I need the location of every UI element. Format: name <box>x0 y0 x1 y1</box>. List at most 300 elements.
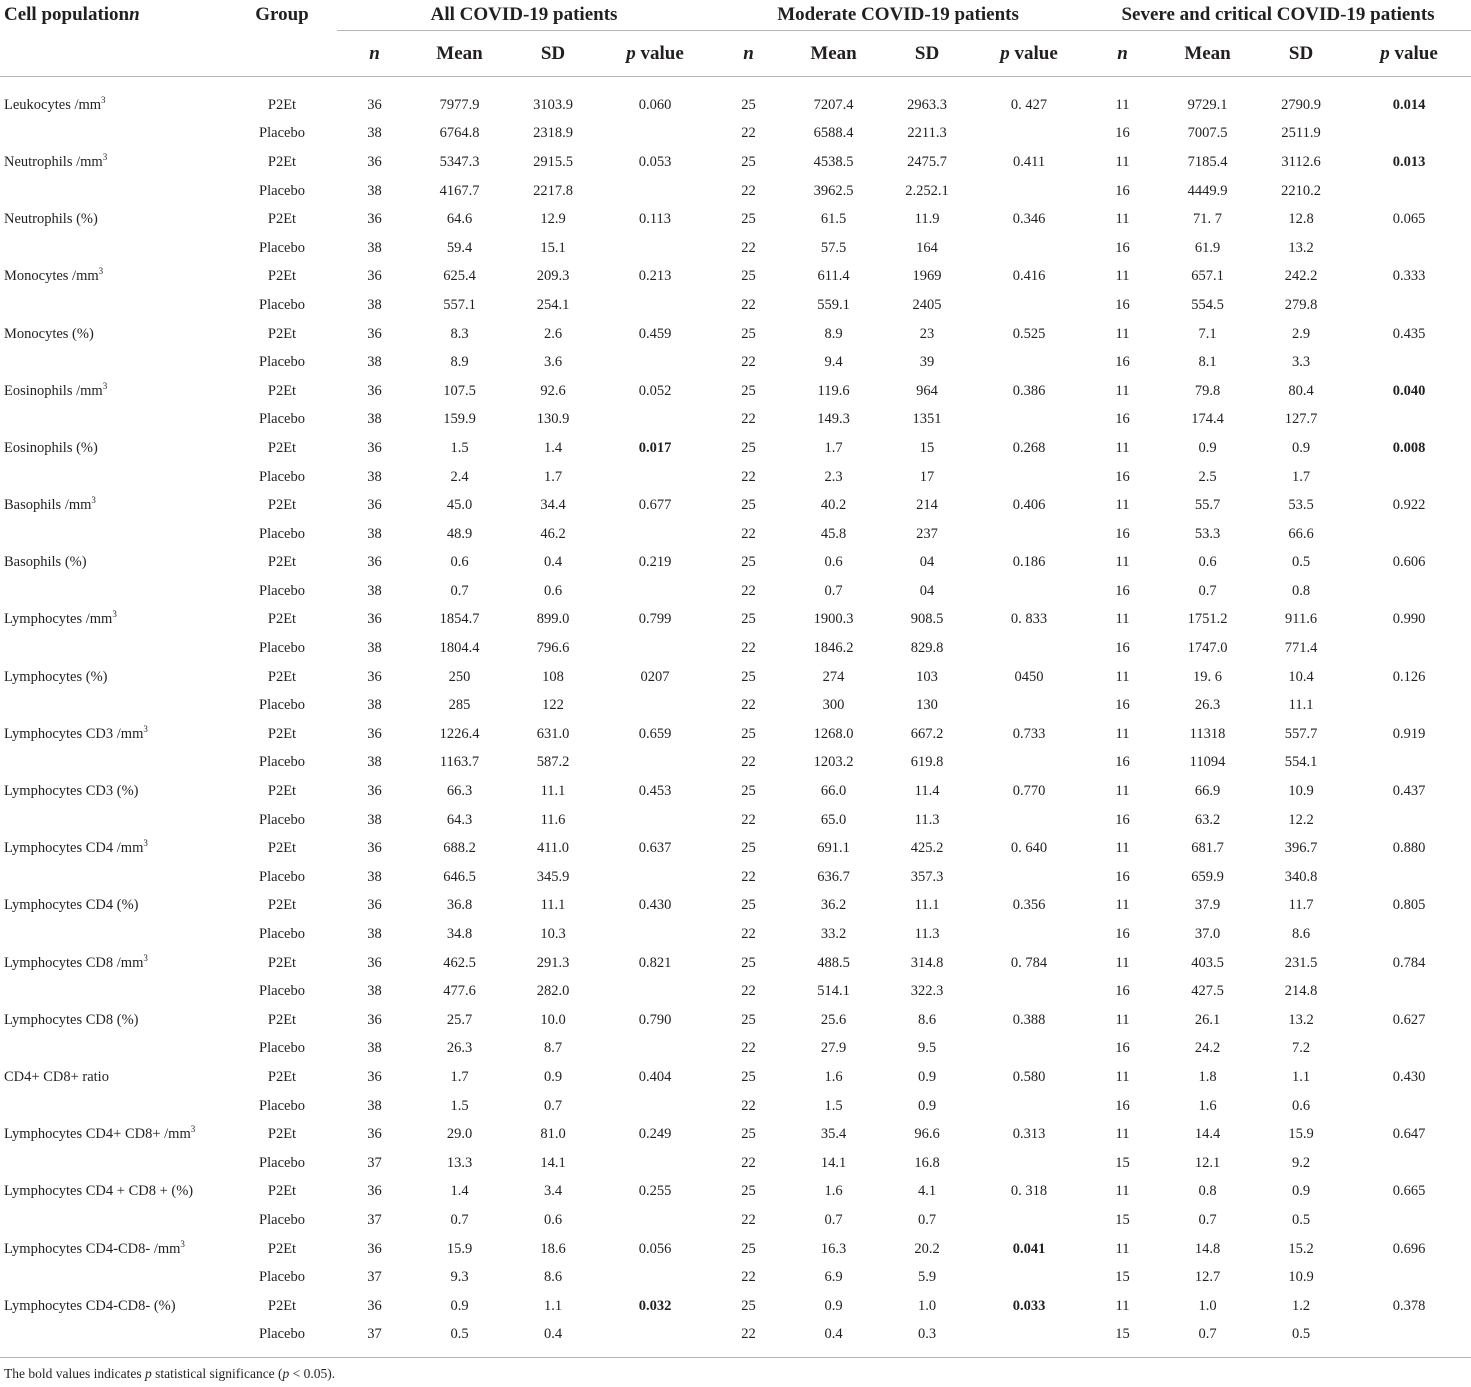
sd-cell: 53.5 <box>1288 497 1314 514</box>
mean-cell: 0.8 <box>1198 1183 1217 1200</box>
mean-cell: 285 <box>448 697 471 714</box>
sd-cell: 15.9 <box>1288 1126 1314 1143</box>
sd-cell: 771.4 <box>1284 640 1318 657</box>
p-value-cell: 0.219 <box>638 554 672 571</box>
p-value-cell <box>599 520 711 549</box>
sd-cell: 11.1 <box>914 897 940 914</box>
n-cell: 11 <box>1115 725 1130 742</box>
mean-cell: 1.5 <box>450 439 469 456</box>
n-cell: 38 <box>367 354 382 371</box>
sd-cell: 10.0 <box>540 1011 566 1028</box>
mean-cell: 6.9 <box>824 1269 843 1286</box>
sd-cell: 11.4 <box>914 783 940 800</box>
p-value-cell: 0.268 <box>1012 439 1046 456</box>
p-value-cell <box>1347 863 1471 892</box>
mean-cell: 12.7 <box>1194 1269 1221 1286</box>
p-value-cell: 0.313 <box>1012 1126 1046 1143</box>
mean-cell: 1900.3 <box>813 611 854 628</box>
table-row <box>0 406 1471 435</box>
p-value-cell <box>973 1092 1085 1121</box>
subheader-sd: SD <box>881 31 973 77</box>
footnote-divider <box>0 1357 1471 1358</box>
subheader-mean: Mean <box>786 31 881 77</box>
n-cell: 38 <box>367 411 382 428</box>
table-row <box>0 949 1471 978</box>
n-cell: 36 <box>367 325 382 342</box>
sd-cell: 899.0 <box>536 611 570 628</box>
p-value-cell <box>1347 1321 1471 1350</box>
n-cell: 11 <box>1115 211 1130 228</box>
p-value-cell <box>973 406 1085 435</box>
table-row <box>0 749 1471 778</box>
n-cell: 11 <box>1115 554 1130 571</box>
n-cell: 11 <box>1115 954 1130 971</box>
p-value-cell <box>599 177 711 206</box>
sd-cell: 282.0 <box>536 983 570 1000</box>
mean-cell: 61.5 <box>820 211 847 228</box>
mean-cell: 66.3 <box>446 783 473 800</box>
mean-cell: 3962.5 <box>813 182 854 199</box>
n-cell: 22 <box>741 640 756 657</box>
table-row <box>0 1149 1471 1178</box>
sd-cell: 587.2 <box>536 754 570 771</box>
sd-cell: 242.2 <box>1284 268 1318 285</box>
mean-cell: 659.9 <box>1191 868 1224 885</box>
mean-cell: 554.5 <box>1191 296 1224 313</box>
n-cell: 22 <box>741 754 756 771</box>
mean-cell: 1854.7 <box>439 611 480 628</box>
p-value-cell: 0.013 <box>1392 153 1426 170</box>
p-value-cell: 0.416 <box>1012 268 1046 285</box>
n-cell: 25 <box>741 1240 756 1257</box>
table-row <box>0 1206 1471 1235</box>
p-value-cell: 0.647 <box>1392 1126 1426 1143</box>
subheader-sd: SD <box>1255 31 1347 77</box>
p-value-cell: 0.406 <box>1012 497 1046 514</box>
mean-cell: 1.5 <box>824 1097 843 1114</box>
n-cell: 38 <box>367 239 382 256</box>
header-cell-population: Cell populationn <box>4 4 140 26</box>
table-row <box>0 491 1471 520</box>
subheader-n: n <box>1085 31 1160 77</box>
n-cell: 25 <box>741 439 756 456</box>
sd-cell: 0.5 <box>1291 1326 1311 1343</box>
cell-population-label: Lymphocytes CD8 $/mm^3$ <box>4 952 148 971</box>
n-cell: 36 <box>367 1126 382 1143</box>
n-cell: 11 <box>1115 1240 1130 1257</box>
sd-cell: 15.1 <box>540 239 566 256</box>
n-cell: 36 <box>367 1011 382 1028</box>
mean-cell: 1.5 <box>450 1097 469 1114</box>
mean-cell: 4449.9 <box>1187 182 1228 199</box>
n-cell: 36 <box>367 1240 382 1257</box>
mean-cell: 7007.5 <box>1187 125 1228 142</box>
n-cell: 11 <box>1115 497 1130 514</box>
sd-cell: 1.4 <box>543 439 563 456</box>
p-value-cell: 0.799 <box>638 611 672 628</box>
cell-population-label: Lymphocytes CD4 (%) <box>4 897 139 914</box>
p-value-cell: 0.386 <box>1012 382 1046 399</box>
n-cell: 22 <box>741 125 756 142</box>
mean-cell: 33.2 <box>820 926 847 943</box>
group-cell: P2Et <box>267 611 297 628</box>
n-cell: 16 <box>1115 926 1130 943</box>
n-cell: 38 <box>367 468 382 485</box>
n-cell: 15 <box>1115 1326 1130 1343</box>
n-cell: 25 <box>741 153 756 170</box>
cell-population-label: Eosinophils $/mm^3$ <box>4 380 108 399</box>
n-cell: 38 <box>367 296 382 313</box>
n-cell: 11 <box>1115 1068 1130 1085</box>
n-cell: 11 <box>1115 783 1130 800</box>
sd-cell: 0.6 <box>1291 1097 1311 1114</box>
mean-cell: 1.6 <box>824 1183 843 1200</box>
mean-cell: 59.4 <box>446 239 473 256</box>
p-value-cell: 0.580 <box>1012 1068 1046 1085</box>
sd-cell: 2210.2 <box>1281 182 1321 199</box>
n-cell: 16 <box>1115 754 1130 771</box>
sd-cell: 10.3 <box>540 926 566 943</box>
mean-cell: 79.8 <box>1194 382 1221 399</box>
header-blank <box>227 31 337 77</box>
table-row <box>0 263 1471 292</box>
p-value-cell <box>599 863 711 892</box>
sd-cell: 631.0 <box>536 725 570 742</box>
table-row <box>0 663 1471 692</box>
cell-population-label <box>0 520 227 549</box>
sd-cell: 9.5 <box>917 1040 937 1057</box>
group-cell: P2Et <box>267 1126 297 1143</box>
sd-cell: 164 <box>916 239 938 256</box>
mean-cell: 7977.9 <box>439 96 480 113</box>
mean-cell: 14.4 <box>1194 1126 1221 1143</box>
p-value-cell <box>1347 120 1471 149</box>
p-value-cell <box>973 1263 1085 1292</box>
sd-cell: 13.2 <box>1288 239 1314 256</box>
subheader-n: n <box>711 31 786 77</box>
n-cell: 11 <box>1115 1183 1130 1200</box>
p-value-cell <box>973 749 1085 778</box>
sd-cell: 13.2 <box>1288 1011 1314 1028</box>
mean-cell: 488.5 <box>817 954 850 971</box>
p-value-cell: 0.052 <box>638 382 672 399</box>
mean-cell: 34.8 <box>446 926 473 943</box>
sd-cell: 8.6 <box>543 1269 563 1286</box>
mean-cell: 0.9 <box>450 1297 469 1314</box>
n-cell: 22 <box>741 182 756 199</box>
group-cell: Placebo <box>259 1269 305 1286</box>
group-cell: Placebo <box>259 811 305 828</box>
header-blank <box>0 31 227 77</box>
cell-population-label: Lymphocytes CD8 (%) <box>4 1011 139 1028</box>
p-value-cell <box>973 577 1085 606</box>
p-value-cell: 0.922 <box>1392 497 1426 514</box>
cell-population-label: Neutrophils $/mm^3$ <box>4 151 108 170</box>
sd-cell: 2217.8 <box>533 182 573 199</box>
header-all-patients: All COVID-19 patients <box>337 0 711 31</box>
p-value-cell: 0.696 <box>1392 1240 1426 1257</box>
mean-cell: 0.9 <box>1198 439 1217 456</box>
p-value-cell <box>599 348 711 377</box>
sd-cell: 103 <box>916 668 938 685</box>
mean-cell: 2.4 <box>450 468 469 485</box>
sd-cell: 0.3 <box>917 1326 937 1343</box>
mean-cell: 13.3 <box>446 1154 473 1171</box>
p-value-cell <box>599 577 711 606</box>
mean-cell: 35.4 <box>820 1126 847 1143</box>
group-cell: P2Et <box>267 840 297 857</box>
mean-cell: 1268.0 <box>813 725 854 742</box>
sd-cell: 0.4 <box>543 554 563 571</box>
n-cell: 22 <box>741 354 756 371</box>
group-cell: Placebo <box>259 1040 305 1057</box>
p-value-cell: 0.356 <box>1012 897 1046 914</box>
mean-cell: 1.6 <box>1198 1097 1217 1114</box>
mean-cell: 11318 <box>1189 725 1226 742</box>
sd-cell: 2.6 <box>543 325 563 342</box>
mean-cell: 250 <box>448 668 471 685</box>
mean-cell: 36.2 <box>820 897 847 914</box>
sd-cell: 0.5 <box>1291 1211 1311 1228</box>
sd-cell: 5.9 <box>917 1269 937 1286</box>
n-cell: 22 <box>741 468 756 485</box>
sd-cell: 1.0 <box>917 1297 937 1314</box>
sd-cell: 340.8 <box>1284 868 1318 885</box>
mean-cell: 1226.4 <box>439 725 480 742</box>
p-value-cell <box>1347 1035 1471 1064</box>
cell-population-label: Lymphocytes $/mm^3$ <box>4 609 117 628</box>
table-row <box>0 977 1471 1006</box>
table-body <box>0 77 1471 1350</box>
p-value-cell <box>973 520 1085 549</box>
group-cell: P2Et <box>267 153 297 170</box>
n-cell: 11 <box>1115 611 1130 628</box>
n-cell: 25 <box>741 840 756 857</box>
group-cell: P2Et <box>267 1240 297 1257</box>
n-cell: 25 <box>741 783 756 800</box>
sd-cell: 04 <box>919 554 935 571</box>
n-cell: 22 <box>741 1097 756 1114</box>
table-row <box>0 348 1471 377</box>
cell-population-label <box>0 463 227 492</box>
p-value-cell <box>973 920 1085 949</box>
group-cell: P2Et <box>267 897 297 914</box>
n-cell: 16 <box>1115 182 1130 199</box>
n-cell: 16 <box>1115 868 1130 885</box>
n-cell: 22 <box>741 983 756 1000</box>
n-cell: 36 <box>367 1297 382 1314</box>
p-value-cell: 0.659 <box>638 725 672 742</box>
p-value-cell: 0.637 <box>638 840 672 857</box>
p-value-cell <box>599 691 711 720</box>
sd-cell: 2318.9 <box>533 125 573 142</box>
p-value-cell: 0207 <box>640 668 670 685</box>
p-value-cell <box>973 177 1085 206</box>
group-cell: Placebo <box>259 983 305 1000</box>
n-cell: 11 <box>1115 897 1130 914</box>
group-cell: P2Et <box>267 211 297 228</box>
sd-cell: 1969 <box>912 268 942 285</box>
n-cell: 36 <box>367 211 382 228</box>
sd-cell: 237 <box>916 525 938 542</box>
p-value-cell <box>599 1092 711 1121</box>
n-cell: 16 <box>1115 411 1130 428</box>
sd-cell: 279.8 <box>1284 296 1318 313</box>
p-value-cell <box>973 463 1085 492</box>
sd-cell: 12.8 <box>1288 211 1314 228</box>
table-row <box>0 691 1471 720</box>
sd-cell: 15.2 <box>1288 1240 1314 1257</box>
mean-cell: 1.6 <box>824 1068 843 1085</box>
p-value-cell: 0.333 <box>1392 268 1426 285</box>
sd-cell: 10.9 <box>1288 783 1314 800</box>
table-row <box>0 549 1471 578</box>
p-value-cell: 0. 833 <box>1010 611 1048 628</box>
p-value-cell <box>1347 348 1471 377</box>
n-cell: 38 <box>367 868 382 885</box>
subheader-p-value: p value <box>599 31 711 77</box>
mean-cell: 37.0 <box>1194 926 1221 943</box>
mean-cell: 403.5 <box>1191 954 1224 971</box>
mean-cell: 159.9 <box>443 411 476 428</box>
cell-population-label: Leukocytes $/mm^3$ <box>4 94 106 113</box>
n-cell: 25 <box>741 611 756 628</box>
sd-cell: 16.8 <box>914 1154 940 1171</box>
n-cell: 25 <box>741 268 756 285</box>
mean-cell: 7207.4 <box>813 96 854 113</box>
mean-cell: 9.3 <box>450 1269 469 1286</box>
n-cell: 11 <box>1115 439 1130 456</box>
n-cell: 38 <box>367 125 382 142</box>
cell-population-label: Lymphocytes CD4 + CD8 + (%) <box>4 1183 194 1200</box>
mean-cell: 19. 6 <box>1193 668 1223 685</box>
sd-cell: 322.3 <box>910 983 944 1000</box>
sd-cell: 554.1 <box>1284 754 1318 771</box>
n-cell: 38 <box>367 1097 382 1114</box>
n-cell: 22 <box>741 1326 756 1343</box>
cell-population-label: Lymphocytes CD3 $/mm^3$ <box>4 723 148 742</box>
sd-cell: 130 <box>916 697 938 714</box>
mean-cell: 66.0 <box>820 783 847 800</box>
table-row <box>0 205 1471 234</box>
sd-cell: 39 <box>919 354 935 371</box>
table-row <box>0 777 1471 806</box>
sd-cell: 2.252.1 <box>905 182 949 199</box>
n-cell: 36 <box>367 1183 382 1200</box>
n-cell: 15 <box>1115 1269 1130 1286</box>
p-value-cell <box>973 1321 1085 1350</box>
mean-cell: 7.1 <box>1198 325 1217 342</box>
group-cell: P2Et <box>267 439 297 456</box>
n-cell: 11 <box>1115 1126 1130 1143</box>
sd-cell: 11.1 <box>1288 697 1314 714</box>
n-cell: 16 <box>1115 125 1130 142</box>
sd-cell: 10.9 <box>1288 1269 1314 1286</box>
p-value-cell: 0.784 <box>1392 954 1426 971</box>
sd-cell: 2475.7 <box>907 153 947 170</box>
sd-cell: 8.6 <box>917 1011 937 1028</box>
n-cell: 25 <box>741 325 756 342</box>
group-cell: P2Et <box>267 382 297 399</box>
p-value-cell: 0.990 <box>1392 611 1426 628</box>
p-value-cell: 0.041 <box>1012 1240 1046 1257</box>
sd-cell: 0.9 <box>917 1097 937 1114</box>
mean-cell: 4167.7 <box>439 182 480 199</box>
group-cell: P2Et <box>267 1297 297 1314</box>
mean-cell: 25.6 <box>820 1011 847 1028</box>
cell-population-label: Lymphocytes CD3 (%) <box>4 783 139 800</box>
sd-cell: 1.1 <box>543 1297 563 1314</box>
n-cell: 25 <box>741 1011 756 1028</box>
sd-cell: 0.9 <box>1291 439 1311 456</box>
n-cell: 36 <box>367 439 382 456</box>
table-row <box>0 634 1471 663</box>
n-cell: 16 <box>1115 582 1130 599</box>
n-cell: 22 <box>741 525 756 542</box>
n-cell: 25 <box>741 96 756 113</box>
mean-cell: 1.4 <box>450 1183 469 1200</box>
p-value-cell <box>599 1206 711 1235</box>
n-cell: 16 <box>1115 811 1130 828</box>
mean-cell: 1.7 <box>450 1068 469 1085</box>
sd-cell: 0.7 <box>543 1097 563 1114</box>
mean-cell: 1.8 <box>1198 1068 1217 1085</box>
sd-cell: 12.2 <box>1288 811 1314 828</box>
cell-population-label: Neutrophils (%) <box>4 211 98 228</box>
mean-cell: 681.7 <box>1191 840 1224 857</box>
p-value-cell <box>599 749 711 778</box>
n-cell: 11 <box>1115 268 1130 285</box>
p-value-cell <box>1347 463 1471 492</box>
sd-cell: 0.9 <box>917 1068 937 1085</box>
mean-cell: 8.9 <box>824 325 843 342</box>
group-cell: Placebo <box>259 125 305 142</box>
n-cell: 11 <box>1115 153 1130 170</box>
mean-cell: 66.9 <box>1194 783 1221 800</box>
p-value-cell: 0.430 <box>638 897 672 914</box>
mean-cell: 636.7 <box>817 868 850 885</box>
mean-cell: 9.4 <box>824 354 843 371</box>
p-value-cell: 0.665 <box>1392 1183 1426 1200</box>
header-severe-patients: Severe and critical COVID-19 patients <box>1085 0 1471 31</box>
n-cell: 11 <box>1115 840 1130 857</box>
cell-population-label: CD4+ CD8+ ratio <box>4 1068 109 1085</box>
mean-cell: 119.6 <box>817 382 850 399</box>
cell-population-label <box>0 977 227 1006</box>
mean-cell: 26.3 <box>446 1040 473 1057</box>
mean-cell: 15.9 <box>446 1240 473 1257</box>
sd-cell: 127.7 <box>1284 411 1318 428</box>
sd-cell: 2.9 <box>1291 325 1311 342</box>
p-value-cell: 0.453 <box>638 783 672 800</box>
table-row <box>0 1035 1471 1064</box>
header-moderate-patients: Moderate COVID-19 patients <box>711 0 1085 31</box>
sd-cell: 8.7 <box>543 1040 563 1057</box>
n-cell: 22 <box>741 1269 756 1286</box>
p-value-cell <box>1347 234 1471 263</box>
subheader-p-value: p value <box>973 31 1085 77</box>
sd-cell: 425.2 <box>910 840 944 857</box>
n-cell: 36 <box>367 897 382 914</box>
mean-cell: 274 <box>822 668 845 685</box>
n-cell: 22 <box>741 811 756 828</box>
sd-cell: 9.2 <box>1291 1154 1311 1171</box>
n-cell: 37 <box>367 1326 382 1343</box>
mean-cell: 0.7 <box>450 1211 469 1228</box>
sd-cell: 2915.5 <box>533 153 573 170</box>
cell-population-label: Eosinophils (%) <box>4 439 98 456</box>
mean-cell: 27.9 <box>820 1040 847 1057</box>
